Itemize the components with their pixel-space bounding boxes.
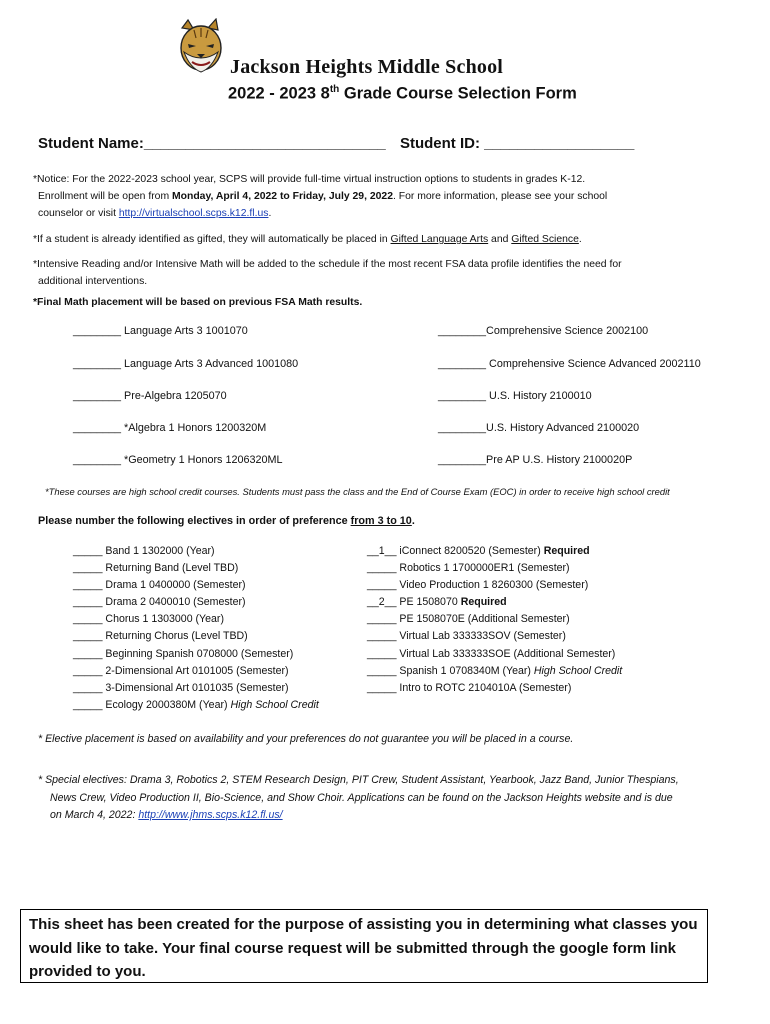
school-name: Jackson Heights Middle School (230, 56, 504, 78)
course-language-arts-3-advanced[interactable]: ________ Language Arts 3 Advanced 1001080 (73, 358, 299, 370)
student-name-field[interactable]: _____________________________ (143, 135, 386, 152)
student-id-label: Student ID: (399, 135, 480, 152)
elective-item[interactable]: _____ 2-Dimensional Art 0101005 (Semester) (73, 664, 289, 677)
gifted-notice: *If a student is already identified as gifted, they will automatically be placed in Gifted Language Arts and Gifted Science. (33, 234, 582, 245)
course-comprehensive-science[interactable]: ________Comprehensive Science 2002100 (438, 325, 649, 337)
elective-item[interactable]: _____ Beginning Spanish 0708000 (Semester) (73, 647, 294, 660)
elective-item[interactable]: _____ Spanish 1 0708340M (Year) High School Credit (367, 664, 623, 677)
final-request-note: This sheet has been created for the purpose of assisting you in determining what classes you would like to take. Your final course request will be submitted through the google form link provided to you. (20, 909, 708, 983)
elective-item[interactable]: _____ Virtual Lab 333333SOV (Semester) (367, 630, 566, 643)
elective-item[interactable]: _____ Ecology 2000380M (Year) High School Credit (73, 698, 319, 711)
special-electives-footnote: * Special electives: Drama 3, Robotics 2, STEM Research Design, PIT Crew, Student Assistant, Yearbook, Jazz Band, Junior Thespians, News Crew, Video Production II, Bio-Science, and Show Choir. Applications can be found on the Jackson Heights website and is due on March 4, 2022: http://www.jhms.scps.k12.fl.us/ (38, 774, 679, 821)
student-name-label: Student Name: (38, 135, 144, 152)
elective-item[interactable]: _____ Virtual Lab 333333SOE (Additional Semester) (367, 647, 616, 660)
course-pre-algebra[interactable]: ________ Pre-Algebra 1205070 (73, 390, 227, 402)
virtual-school-link[interactable]: http://virtualschool.scps.k12.fl.us (118, 208, 269, 219)
course-us-history[interactable]: ________ U.S. History 2100010 (438, 390, 592, 402)
elective-item[interactable]: _____ PE 1508070E (Additional Semester) (367, 613, 570, 626)
electives-left-list (73, 543, 319, 714)
form-title: 2022 - 2023 8th Grade Course Selection Form (228, 84, 577, 103)
bobcat-mascot-icon (176, 18, 224, 76)
elective-item[interactable]: _____ 3-Dimensional Art 0101035 (Semester) (73, 681, 289, 694)
elective-item[interactable]: _____ Drama 2 0400010 (Semester) (73, 596, 246, 609)
elective-item[interactable]: _____ Intro to ROTC 2104010A (Semester) (367, 681, 572, 694)
elective-item[interactable]: _____ Chorus 1 1303000 (Year) (73, 613, 224, 626)
course-pre-ap-us-history[interactable]: ________Pre AP U.S. History 2100020P (438, 454, 633, 466)
high-school-credit-note: *These courses are high school credit courses. Students must pass the class and the End of Course Exam (EOC) in order to receive high school credit (45, 486, 670, 497)
jhms-website-link[interactable]: http://www.jhms.scps.k12.fl.us/ (138, 809, 283, 821)
electives-right-list (367, 543, 622, 697)
course-geometry-1-honors[interactable]: ________ *Geometry 1 Honors 1206320ML (73, 454, 283, 466)
elective-item[interactable]: _____ Video Production 1 8260300 (Semester) (367, 579, 589, 592)
math-placement-notice: *Final Math placement will be based on previous FSA Math results. (33, 297, 363, 308)
course-comprehensive-science-advanced[interactable]: ________ Comprehensive Science Advanced 2002110 (438, 358, 701, 370)
elective-item[interactable]: __1__ iConnect 8200520 (Semester) Required (367, 545, 590, 557)
intensive-notice: *Intensive Reading and/or Intensive Math will be added to the schedule if the most recent FSA data profile identifies the need for additional interventions. (33, 259, 622, 287)
placement-footnote: * Elective placement is based on availability and your preferences do not guarantee you will be placed in a course. (38, 733, 574, 745)
elective-item[interactable]: _____ Drama 1 0400000 (Semester) (73, 579, 246, 592)
course-language-arts-3[interactable]: ________ Language Arts 3 1001070 (73, 325, 248, 337)
elective-item[interactable]: _____ Robotics 1 1700000ER1 (Semester) (367, 562, 570, 575)
course-us-history-advanced[interactable]: ________U.S. History Advanced 2100020 (438, 422, 640, 434)
elective-item[interactable]: __2__ PE 1508070 Required (367, 596, 507, 609)
elective-item[interactable]: _____ Returning Chorus (Level TBD) (73, 630, 248, 643)
student-id-field[interactable]: __________________ (479, 135, 635, 152)
elective-item[interactable]: _____ Returning Band (Level TBD) (73, 562, 239, 575)
electives-instruction: Please number the following electives in order of preference from 3 to 10. (38, 515, 415, 527)
elective-item[interactable]: _____ Band 1 1302000 (Year) (73, 545, 215, 557)
course-algebra-1-honors[interactable]: ________ *Algebra 1 Honors 1200320M (73, 422, 267, 434)
student-info-line (38, 135, 634, 152)
virtual-notice: *Notice: For the 2022-2023 school year, SCPS will provide full-time virtual instruction options to students in grades K-12. Enrollment will be open from Monday, April 4, 2022 to Friday, July 29, 2022. For more information, please see your school counselor or visit http://virtualschool.scps.k12.fl.us. (33, 174, 608, 219)
